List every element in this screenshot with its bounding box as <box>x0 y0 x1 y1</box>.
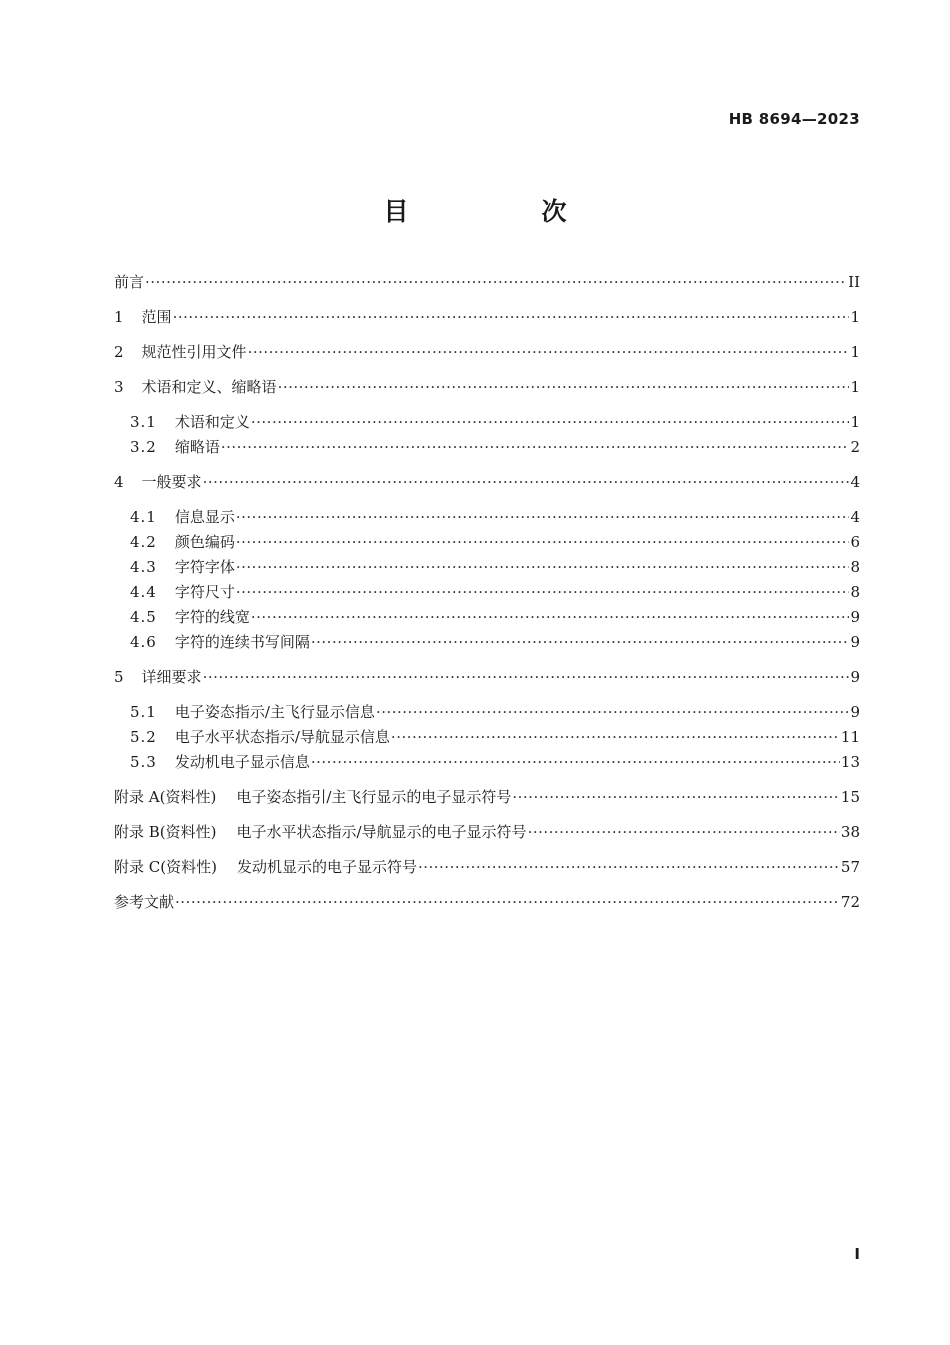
toc-entry-text: 规范性引用文件 <box>141 343 247 361</box>
toc-leader-dots <box>311 750 840 775</box>
page-number: I <box>854 1245 860 1263</box>
toc-entry-number: 4.6 <box>130 633 157 651</box>
toc-entry-number: 4.4 <box>130 583 157 601</box>
toc-entry[interactable] <box>114 530 860 555</box>
toc-entry-text: 信息显示 <box>174 508 235 526</box>
toc-entry-label <box>114 665 202 690</box>
toc-leader-dots <box>221 435 850 460</box>
toc-leader-dots <box>512 785 840 810</box>
toc-entry-number: 4.3 <box>130 558 157 576</box>
toc-leader-dots <box>251 605 850 630</box>
toc-entry-text: 一般要求 <box>141 473 202 491</box>
toc-entry-label <box>130 410 250 435</box>
toc-leader-dots <box>203 470 850 495</box>
toc-leader-dots <box>236 555 850 580</box>
toc-entry-label <box>130 505 235 530</box>
toc-leader-dots <box>173 305 850 330</box>
table-of-contents <box>114 270 860 915</box>
toc-entry-page: 9 <box>850 633 860 651</box>
toc-entry-text: 字符字体 <box>174 558 235 576</box>
toc-entry-number: 附录 C(资料性) <box>114 858 217 876</box>
toc-entry-number: 5.1 <box>130 703 157 721</box>
toc-entry[interactable] <box>114 605 860 630</box>
toc-entry[interactable] <box>114 340 860 365</box>
toc-entry-page: 4 <box>850 473 860 491</box>
toc-leader-dots <box>203 665 850 690</box>
toc-entry-number: 4.1 <box>130 508 157 526</box>
toc-entry-label <box>114 785 511 810</box>
toc-entry-page: 15 <box>840 788 860 806</box>
toc-entry-page: 9 <box>850 608 860 626</box>
toc-entry-text: 字符尺寸 <box>174 583 235 601</box>
toc-entry-page: 13 <box>840 753 860 771</box>
toc-entry-page: 57 <box>840 858 860 876</box>
toc-entry-text: 详细要求 <box>141 668 202 686</box>
toc-entry[interactable] <box>114 375 860 400</box>
toc-leader-dots <box>528 820 840 845</box>
toc-entry-page: 1 <box>850 343 860 361</box>
toc-entry-page: 8 <box>850 583 860 601</box>
toc-entry-label <box>114 855 417 880</box>
toc-leader-dots <box>391 725 840 750</box>
toc-entry-page: 6 <box>850 533 860 551</box>
toc-entry-text: 缩略语 <box>174 438 220 456</box>
toc-entry[interactable] <box>114 855 860 880</box>
toc-leader-dots <box>236 505 850 530</box>
toc-entry[interactable] <box>114 750 860 775</box>
toc-entry-text: 颜色编码 <box>174 533 235 551</box>
toc-entry[interactable] <box>114 890 860 915</box>
toc-entry-page: 2 <box>850 438 860 456</box>
toc-entry[interactable] <box>114 470 860 495</box>
toc-entry-page: 4 <box>850 508 860 526</box>
toc-entry-text: 电子姿态指示/主飞行显示信息 <box>174 703 375 721</box>
toc-entry[interactable] <box>114 665 860 690</box>
toc-entry-number: 5.2 <box>130 728 157 746</box>
toc-entry-label <box>114 340 247 365</box>
toc-entry-label <box>130 750 310 775</box>
toc-entry-text: 字符的线宽 <box>174 608 250 626</box>
toc-entry[interactable] <box>114 505 860 530</box>
toc-entry[interactable] <box>114 785 860 810</box>
toc-entry-text: 电子姿态指引/主飞行显示的电子显示符号 <box>236 788 512 806</box>
toc-entry-number: 1 <box>114 308 124 326</box>
toc-entry[interactable] <box>114 700 860 725</box>
toc-entry-number: 3.2 <box>130 438 157 456</box>
toc-entry-text: 发动机电子显示信息 <box>174 753 310 771</box>
toc-entry-label <box>114 375 277 400</box>
toc-entry-label <box>130 605 250 630</box>
toc-entry-page: 1 <box>850 378 860 396</box>
toc-entry[interactable] <box>114 410 860 435</box>
toc-entry-label <box>130 630 310 655</box>
toc-entry-text: 发动机显示的电子显示符号 <box>236 858 417 876</box>
toc-entry-text: 参考文献 <box>114 893 175 911</box>
toc-entry-label <box>130 725 390 750</box>
toc-title: 目 次 <box>383 197 621 226</box>
toc-entry[interactable] <box>114 630 860 655</box>
toc-entry-text: 术语和定义 <box>174 413 250 431</box>
toc-entry-number: 2 <box>114 343 124 361</box>
toc-leader-dots <box>376 700 850 725</box>
toc-entry-label <box>130 700 375 725</box>
toc-entry[interactable] <box>114 820 860 845</box>
toc-entry-page: 38 <box>840 823 860 841</box>
toc-entry-page: 8 <box>850 558 860 576</box>
toc-entry-text: 字符的连续书写间隔 <box>174 633 310 651</box>
toc-entry-page: II <box>848 273 860 291</box>
toc-entry-number: 附录 B(资料性) <box>114 823 217 841</box>
toc-entry-page: 9 <box>850 703 860 721</box>
toc-leader-dots <box>236 580 850 605</box>
toc-entry[interactable] <box>114 555 860 580</box>
toc-entry-page: 72 <box>840 893 860 911</box>
toc-entry-page: 9 <box>850 668 860 686</box>
toc-entry-label <box>130 530 235 555</box>
toc-leader-dots <box>251 410 850 435</box>
toc-leader-dots <box>236 530 850 555</box>
toc-entry-text: 电子水平状态指示/导航显示信息 <box>174 728 390 746</box>
toc-entry-number: 3 <box>114 378 124 396</box>
toc-entry-label <box>130 435 220 460</box>
toc-entry-number: 4 <box>114 473 124 491</box>
toc-entry-number: 3.1 <box>130 413 157 431</box>
toc-entry-number: 附录 A(资料性) <box>114 788 217 806</box>
toc-entry-label <box>114 820 527 845</box>
toc-entry-text: 前言 <box>114 273 145 291</box>
toc-entry-page: 11 <box>840 728 860 746</box>
toc-entry-label <box>130 580 235 605</box>
document-code: HB 8694—2023 <box>728 110 860 128</box>
toc-leader-dots <box>145 270 847 295</box>
toc-entry-label <box>114 305 172 330</box>
toc-entry-page: 1 <box>850 413 860 431</box>
toc-entry-number: 4.2 <box>130 533 157 551</box>
toc-entry[interactable] <box>114 270 860 295</box>
toc-entry-label <box>114 270 144 295</box>
toc-entry-text: 范围 <box>141 308 172 326</box>
toc-entry[interactable] <box>114 305 860 330</box>
toc-entry[interactable] <box>114 725 860 750</box>
toc-entry-label <box>130 555 235 580</box>
toc-leader-dots <box>418 855 840 880</box>
toc-leader-dots <box>278 375 850 400</box>
toc-entry-page: 1 <box>850 308 860 326</box>
toc-entry-label <box>114 470 202 495</box>
toc-entry-number: 4.5 <box>130 608 157 626</box>
toc-entry-number: 5.3 <box>130 753 157 771</box>
toc-entry-number: 5 <box>114 668 124 686</box>
toc-leader-dots <box>175 890 840 915</box>
toc-leader-dots <box>311 630 850 655</box>
toc-entry-text: 术语和定义、缩略语 <box>141 378 277 396</box>
toc-entry-text: 电子水平状态指示/导航显示的电子显示符号 <box>236 823 527 841</box>
toc-entry-label <box>114 890 174 915</box>
toc-entry[interactable] <box>114 580 860 605</box>
toc-leader-dots <box>248 340 850 365</box>
toc-entry[interactable] <box>114 435 860 460</box>
